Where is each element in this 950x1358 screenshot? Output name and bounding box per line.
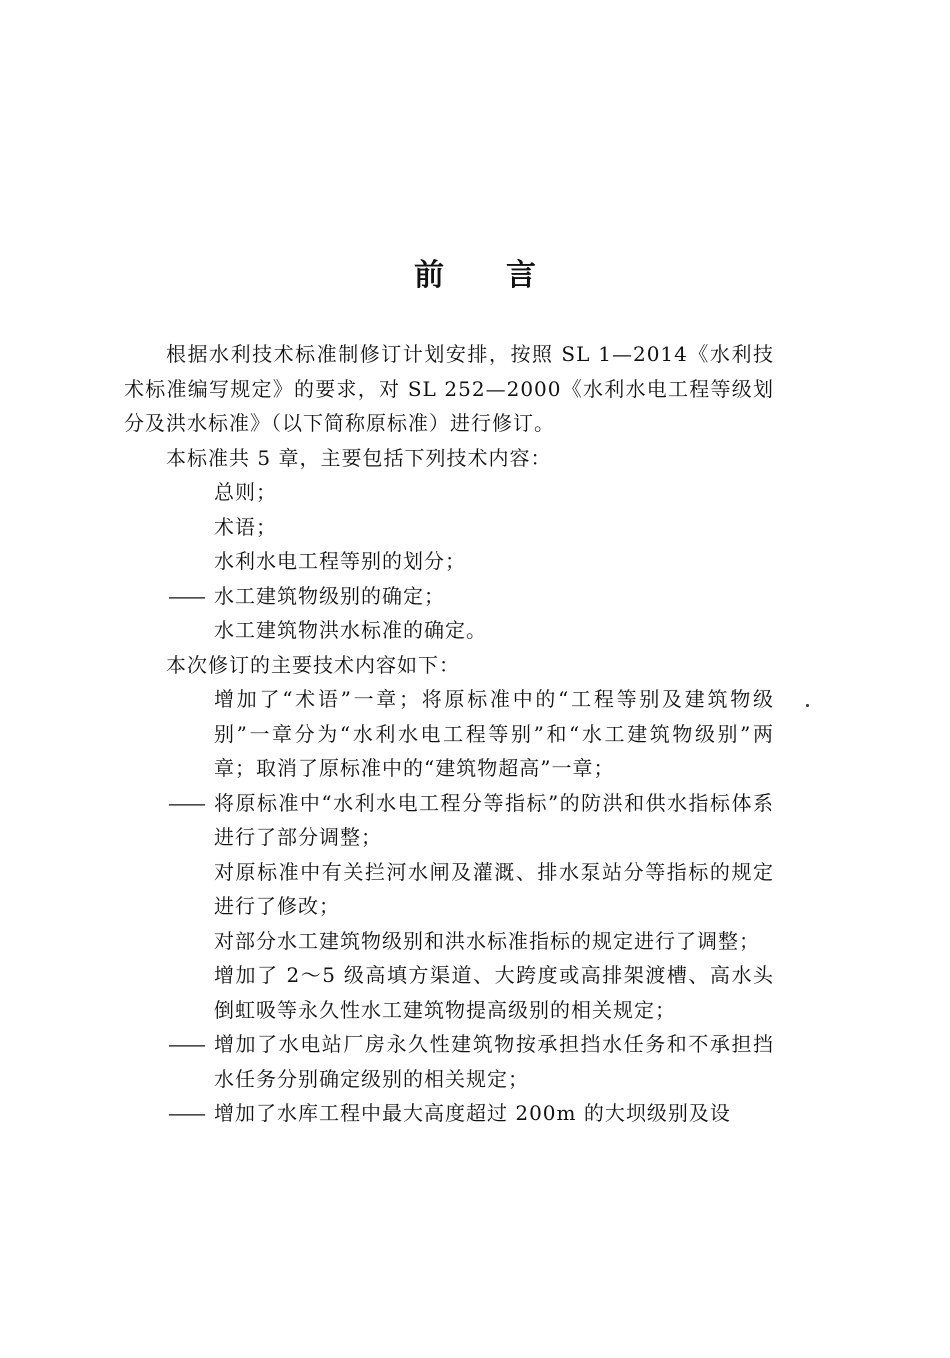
list-item-text: 对部分水工建筑物级别和洪水标准指标的规定进行了调整； [214,928,760,953]
list-item-text: 水利水电工程等别的划分； [214,549,466,573]
title-char-2: 言 [506,258,536,293]
intro-paragraph: 根据水利技术标准制修订计划安排，按照 SL 1—2014《水利技术标准编写规定》的要求，对 SL 252—2000《水利水电工程等级划分及洪水标准》（以下简称原标准）进行修订。 [124,342,774,435]
list-item [124,613,774,648]
list-item [124,924,774,959]
list-item [124,958,774,1027]
list-item-text: 水工建筑物洪水标准的确定。 [214,618,487,642]
list-item [124,544,774,579]
list-item [124,855,774,924]
list-item-text: 增加了 2～5 级高填方渠道、大跨度或高排架渡槽、高水头倒虹吸等永久性水工建筑物提高级别的相关规定； [214,963,774,1022]
list-item-text: 术语； [214,514,277,539]
list-item-text: 将原标准中“水利水电工程分等指标”的防洪和供水指标体系进行了部分调整； [214,790,774,849]
list-item [124,786,774,855]
list-item [124,1027,774,1096]
scan-speck [806,704,809,707]
list-item-text: 增加了水库工程中最大高度超过 200m 的大坝级别及设 [214,1101,731,1125]
list-item [124,1096,774,1131]
list-item [124,579,774,614]
list-dash: —— [168,1101,204,1125]
revisions-lead: 本次修订的主要技术内容如下： [166,652,460,677]
list-item [124,510,774,545]
list-dash: —— [168,1032,204,1056]
list-dash: —— [168,583,204,608]
list-item-text: 水工建筑物级别的确定； [214,583,445,608]
list-item-text: 增加了“术语”一章；将原标准中的“工程等别及建筑物级别”一章分为“水利水电工程等别”和“水工建筑物级别”两章；取消了原标准中的“建筑物超高”一章； [214,687,774,780]
chapter-list [124,475,774,648]
document-body [124,337,774,1131]
revision-list [124,682,774,1131]
list-item [124,475,774,510]
list-item-text: 对原标准中有关拦河水闸及灌溉、排水泵站分等指标的规定进行了修改； [214,859,774,918]
list-item [124,682,774,786]
list-item-text: 总则； [214,480,277,504]
list-item-text: 增加了水电站厂房永久性建筑物按承担挡水任务和不承担挡水任务分别确定级别的相关规定； [214,1032,774,1091]
page-title [0,250,950,294]
chapters-lead: 本标准共 5 章，主要包括下列技术内容： [166,445,552,470]
list-dash: —— [168,790,204,815]
title-char-1: 前 [414,258,444,293]
